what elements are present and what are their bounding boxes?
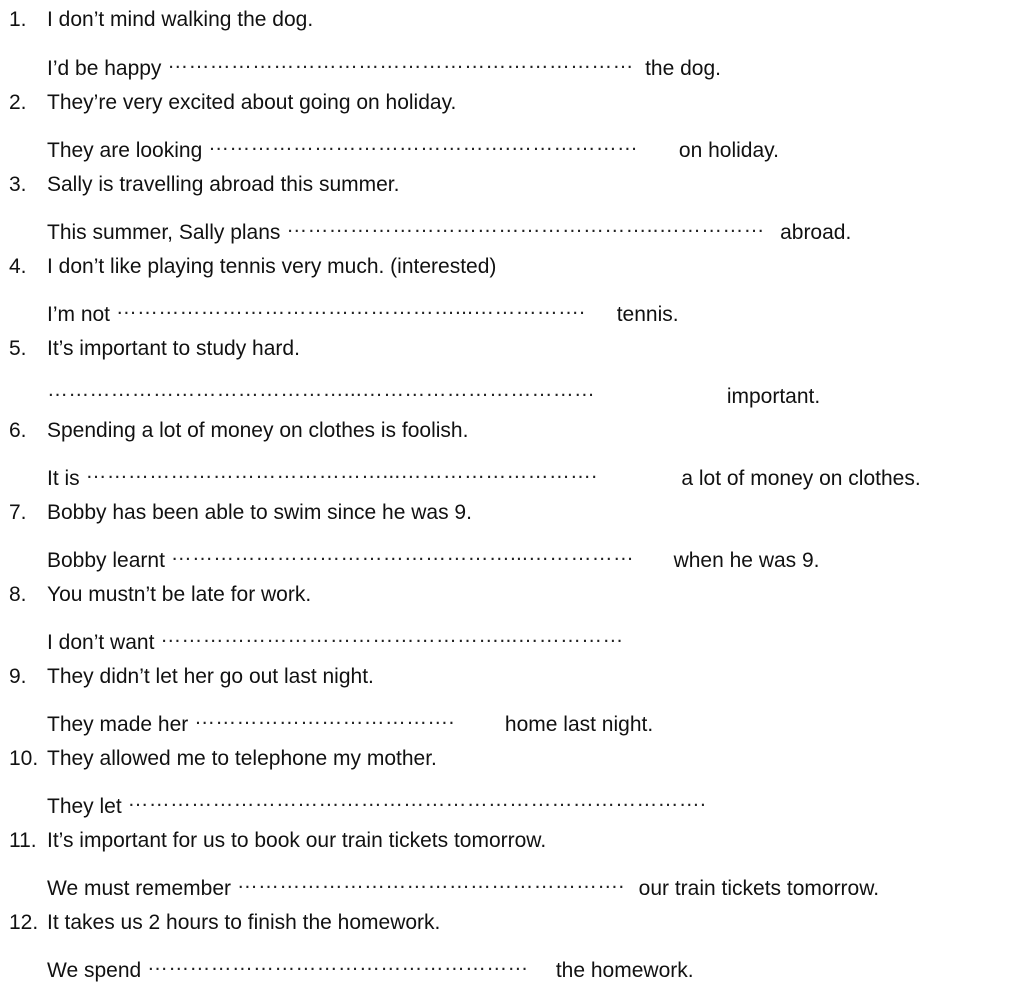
original-sentence: They allowed me to telephone my mother. bbox=[47, 747, 437, 770]
exercise-number: 6. bbox=[9, 419, 27, 442]
original-sentence: Sally is travelling abroad this summer. bbox=[47, 173, 400, 196]
answer-row bbox=[47, 787, 841, 820]
answer-suffix: the homework. bbox=[550, 959, 694, 982]
exercise-number: 10. bbox=[9, 747, 39, 770]
original-sentence: It’s important to study hard. bbox=[47, 337, 300, 360]
exercise-number: 9. bbox=[9, 665, 27, 688]
answer-blank[interactable]: ……………………………………...…………………………… bbox=[47, 378, 596, 401]
exercise-number: 4. bbox=[9, 255, 27, 278]
answer-suffix: the dog. bbox=[639, 57, 721, 80]
exercise-number: 1. bbox=[9, 8, 27, 31]
answer-blank[interactable]: ………………………………………………………………………. bbox=[127, 788, 706, 811]
exercise-number: 7. bbox=[9, 501, 27, 524]
answer-blank[interactable]: …………………………………………...…………… bbox=[160, 624, 624, 647]
original-sentence: Spending a lot of money on clothes is foolish. bbox=[47, 419, 469, 442]
answer-row bbox=[47, 131, 779, 164]
answer-row bbox=[47, 705, 653, 738]
answer-suffix: important. bbox=[721, 385, 821, 408]
answer-blank[interactable]: …………………………………………...……………. bbox=[115, 296, 586, 319]
answer-suffix: tennis. bbox=[610, 303, 679, 326]
answer-row bbox=[47, 459, 921, 492]
exercise-number: 8. bbox=[9, 583, 27, 606]
original-sentence: It takes us 2 hours to finish the homework. bbox=[47, 911, 441, 934]
answer-row bbox=[47, 623, 646, 656]
answer-blank[interactable]: …………………………………………...…………… bbox=[170, 542, 635, 565]
answer-prefix: They are looking bbox=[47, 139, 209, 162]
answer-row bbox=[47, 869, 879, 902]
answer-prefix: I’d be happy bbox=[47, 57, 168, 80]
answer-suffix: on holiday. bbox=[673, 139, 779, 162]
answer-blank[interactable]: ……………………………………………… bbox=[147, 952, 529, 975]
exercise-number: 2. bbox=[9, 91, 27, 114]
answer-prefix: They let bbox=[47, 795, 128, 818]
exercise-number: 3. bbox=[9, 173, 27, 196]
original-sentence: I don’t mind walking the dog. bbox=[47, 8, 314, 31]
answer-suffix: when he was 9. bbox=[667, 549, 820, 572]
original-sentence: Bobby has been able to swim since he was 9. bbox=[47, 501, 472, 524]
exercise-number: 12. bbox=[9, 911, 39, 934]
answer-blank[interactable]: ……………………………………...………………………. bbox=[85, 460, 598, 483]
exercise-number: 5. bbox=[9, 337, 27, 360]
answer-prefix: This summer, Sally plans bbox=[47, 221, 287, 244]
answer-blank[interactable]: ………………………………. bbox=[194, 706, 455, 729]
answer-prefix: I don’t want bbox=[47, 631, 161, 654]
original-sentence: They didn’t let her go out last night. bbox=[47, 665, 374, 688]
original-sentence: It’s important for us to book our train tickets tomorrow. bbox=[47, 829, 547, 852]
answer-row bbox=[47, 951, 694, 984]
original-sentence: I don’t like playing tennis very much. (interested) bbox=[47, 255, 497, 278]
answer-prefix: We must remember bbox=[47, 877, 237, 900]
answer-blank[interactable]: ………………………………………………………… bbox=[167, 50, 634, 73]
answer-prefix: Bobby learnt bbox=[47, 549, 171, 572]
answer-row bbox=[47, 49, 721, 82]
answer-blank[interactable]: ……………………………………………..…………… bbox=[286, 214, 765, 237]
answer-suffix: abroad. bbox=[774, 221, 852, 244]
answer-suffix: home last night. bbox=[499, 713, 654, 736]
answer-blank[interactable]: …………………………………….……………… bbox=[208, 132, 639, 155]
answer-prefix: I’m not bbox=[47, 303, 116, 326]
answer-row bbox=[47, 295, 679, 328]
answer-suffix: our train tickets tomorrow. bbox=[632, 877, 880, 900]
answer-row bbox=[47, 213, 851, 246]
original-sentence: You mustn’t be late for work. bbox=[47, 583, 312, 606]
answer-row bbox=[47, 377, 820, 410]
original-sentence: They’re very excited about going on holiday. bbox=[47, 91, 457, 114]
answer-blank[interactable]: ………………………………………………. bbox=[236, 870, 625, 893]
answer-prefix: They made her bbox=[47, 713, 195, 736]
answer-suffix: a lot of money on clothes. bbox=[675, 467, 921, 490]
answer-prefix: It is bbox=[47, 467, 86, 490]
exercise-number: 11. bbox=[9, 829, 37, 852]
answer-prefix: We spend bbox=[47, 959, 148, 982]
answer-row bbox=[47, 541, 820, 574]
